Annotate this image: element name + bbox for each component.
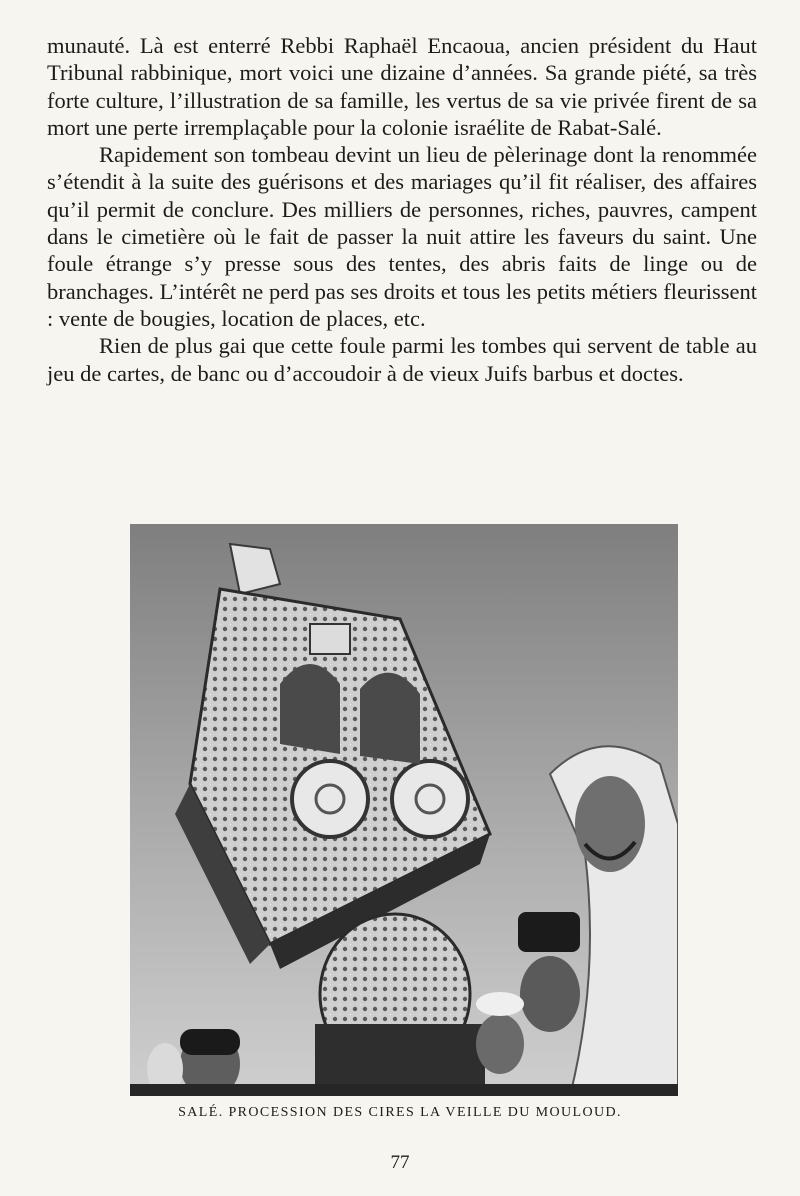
procession-photo: [130, 524, 678, 1096]
page-number: 77: [390, 1152, 410, 1173]
procession-illustration: [130, 524, 678, 1096]
paragraph: Rien de plus gai que cette foule parmi les tombes qui servent de table au jeu de cartes, de banc ou d’accoudoir à de vieux Juifs barbus et doctes.: [47, 333, 757, 386]
paragraph: Rapidement son tombeau devint un lieu de pèlerinage dont la renommée s’étendit à la suite des guérisons et des mariages qu’il fit réaliser, des affaires qu’il permit de conclure. Des milliers de personnes, riches, pauvres, campent dans le cimetière où le fait de passer la nuit attire les faveurs du saint. Une foule étrange s’y presse sous des tentes, des abris faits de linge ou de branchages. L’intérêt ne perd pas ses droits et tous les petits métiers fleurissent : vente de bougies, location de places, etc.: [47, 142, 757, 331]
paragraph: munauté. Là est enterré Rebbi Raphaël Encaoua, ancien président du Haut Tribunal rabbinique, mort voici une dizaine d’années. Sa grande piété, sa très forte culture, l’illustration de sa famille, les vertus de sa vie privée firent de sa mort une perte irremplaçable pour la colonie israélite de Rabat-Salé.: [47, 33, 757, 140]
body-text: [47, 32, 757, 387]
figure-caption: SALÉ. PROCESSION DES CIRES LA VEILLE DU MOULOUD.: [178, 1105, 622, 1120]
